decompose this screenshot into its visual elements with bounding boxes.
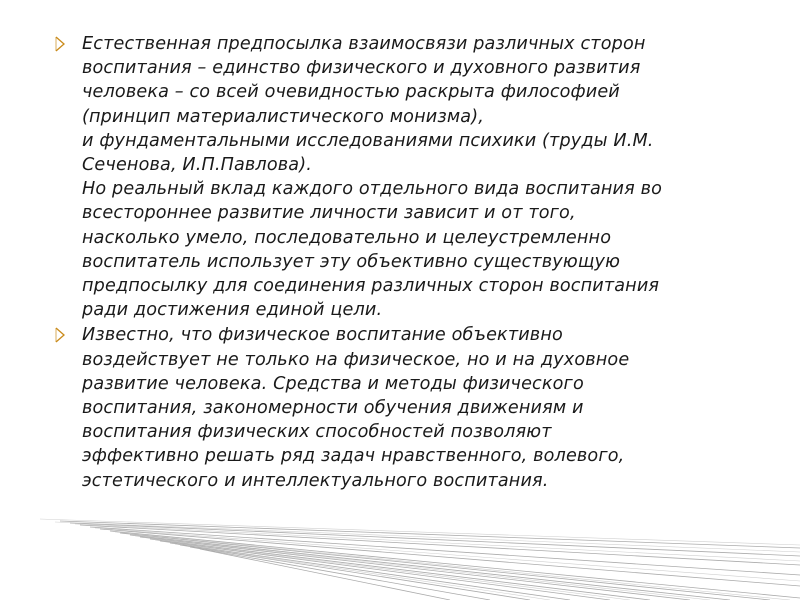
arrow-bullet-icon	[54, 326, 68, 344]
bullet-text-1: Естественная предпосылка взаимосвязи различных сторон воспитания – единство физического и духовного развития человека – со всей очевидностью раскрыта философией (принцип материалистического монизма), и фундаментальными исследованиями психики (труды И.М. Сеченова, И.П.Павлова). Но реальный вклад каждого отдельного вида воспитания во всестороннее развитие личности зависит и от того, насколько умело, последовательно и целеустремленно воспитатель использует эту объективно существующую предпосылку для соединения различных сторон воспитания ради достижения единой цели.	[82, 34, 663, 321]
bullet-item-2	[54, 323, 744, 492]
bullet-list	[54, 32, 744, 494]
bullet-text-2: Известно, что физическое воспитание объективно воздействует не только на физическое, но и на духовное развитие человека. Средства и методы физического воспитания, закономерности обучения движениям и воспитания физических способностей позволяют эффективно решать ряд задач нравственного, волевого, эстетического и интеллектуального воспитания.	[82, 325, 630, 491]
bullet-item-1	[54, 32, 744, 322]
arrow-bullet-icon	[54, 35, 68, 53]
